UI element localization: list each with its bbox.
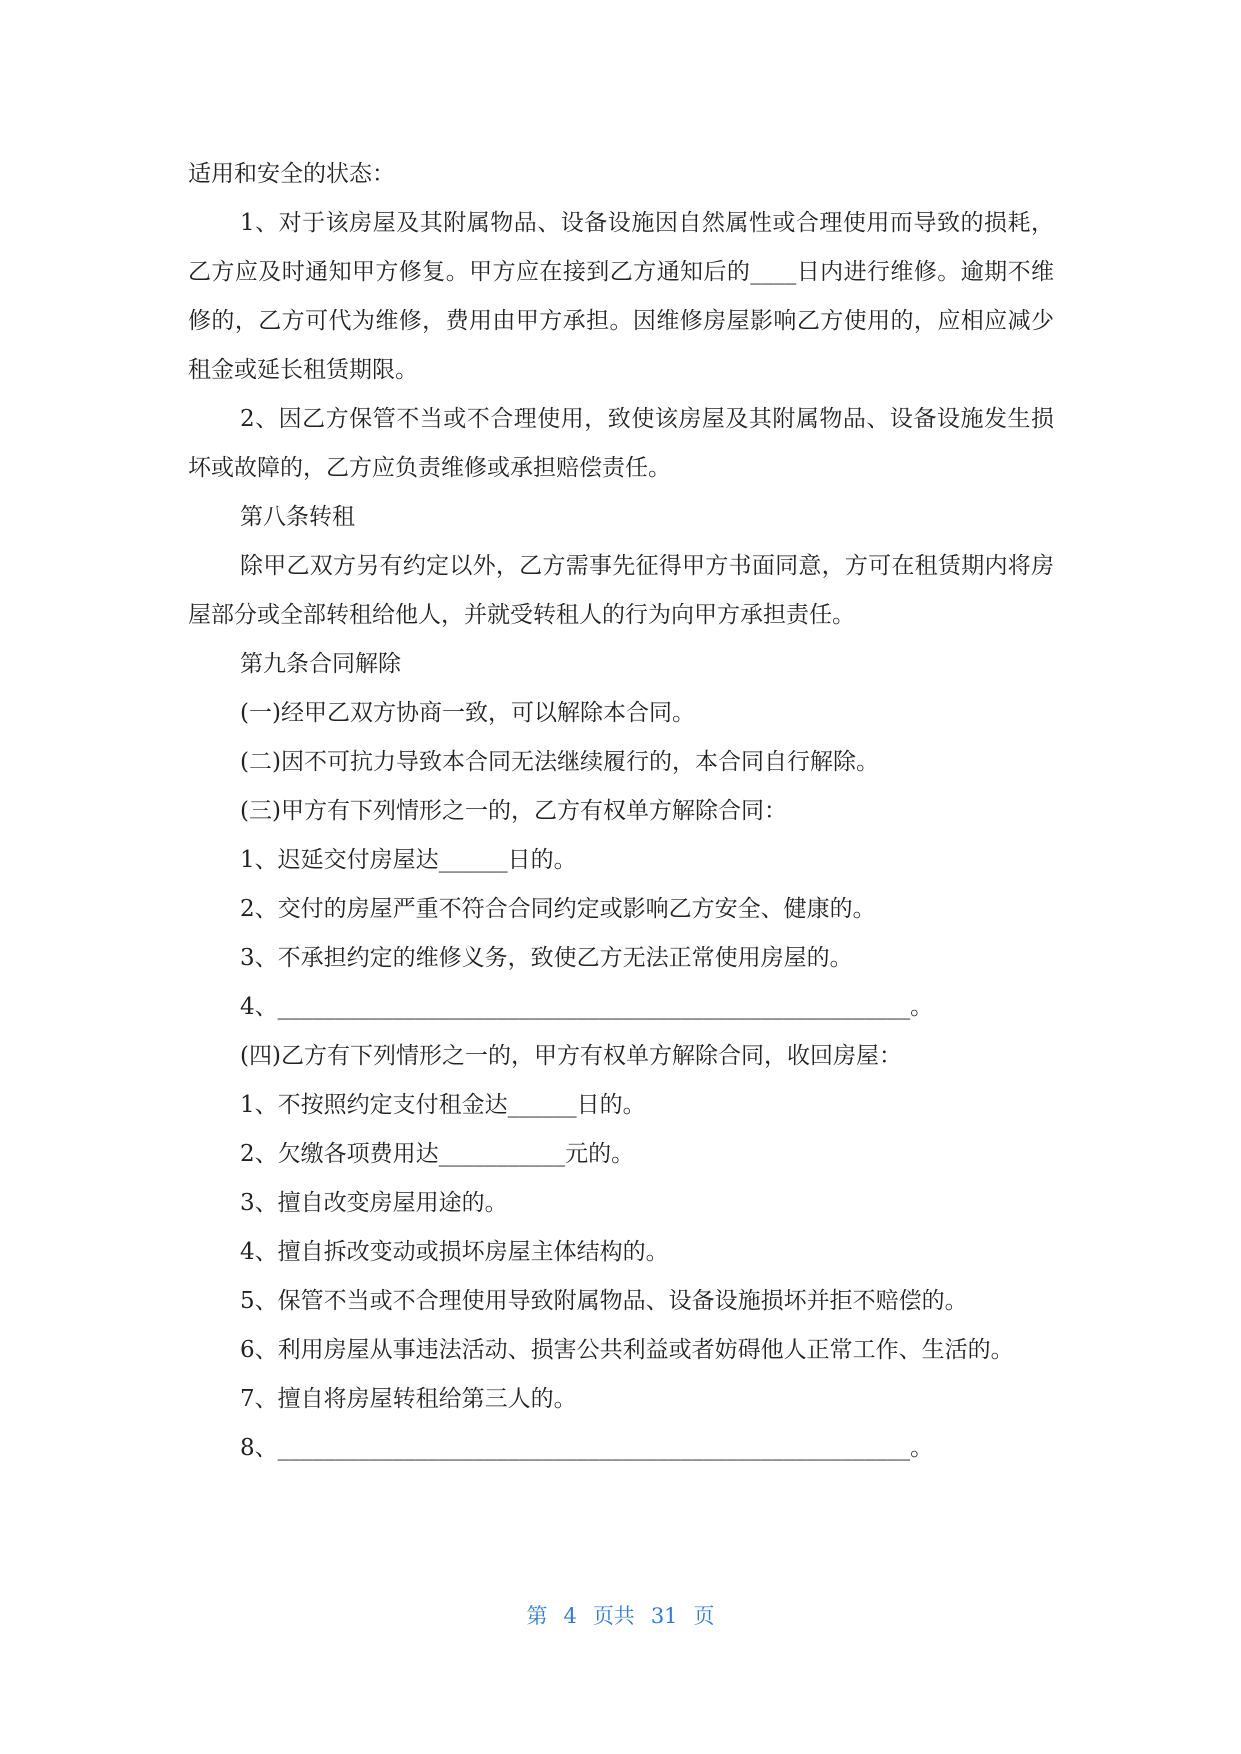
tenant-breach-item-4: 4、擅自拆改变动或损坏房屋主体结构的。: [240, 1239, 669, 1265]
paragraph-intro: 适用和安全的状态：: [188, 161, 395, 187]
landlord-breach-item-3: 3、不承担约定的维修义务，致使乙方无法正常使用房屋的。: [240, 945, 853, 971]
landlord-breach-item-4: 4、_______________________________________________________。: [240, 994, 934, 1020]
termination-item-2: (二)因不可抗力导致本合同无法继续履行的，本合同自行解除。: [240, 749, 879, 775]
paragraph-repair-clause-2: 2、因乙方保管不当或不合理使用，致使该房屋及其附属物品、设备设施发生损坏或故障的，乙方应负责维修或承担赔偿责任。: [188, 406, 1054, 481]
document-body: [188, 150, 1054, 1473]
paragraph-repair-clause-1: 1、对于该房屋及其附属物品、设备设施因自然属性或合理使用而导致的损耗，乙方应及时通知甲方修复。甲方应在接到乙方通知后的____日内进行维修。逾期不维修的，乙方可代为维修，费用由甲方承担。因维修房屋影响乙方使用的，应相应减少租金或延长租赁期限。: [188, 210, 1054, 383]
footer-middle: 页共: [592, 1604, 635, 1628]
section-heading-sublease: 第八条转租: [240, 504, 355, 530]
landlord-breach-item-1: 1、迟延交付房屋达______日的。: [240, 847, 577, 873]
page-footer: [0, 1600, 1241, 1630]
tenant-breach-item-8: 8、_______________________________________________________。: [240, 1435, 934, 1461]
termination-item-3: (三)甲方有下列情形之一的，乙方有权单方解除合同：: [240, 798, 787, 824]
tenant-breach-item-3: 3、擅自改变房屋用途的。: [240, 1190, 508, 1216]
tenant-breach-item-2: 2、欠缴各项费用达___________元的。: [240, 1141, 635, 1167]
footer-suffix: 页: [693, 1604, 715, 1628]
section-heading-termination: 第九条合同解除: [240, 651, 401, 677]
footer-current-page: 4: [563, 1604, 577, 1628]
tenant-breach-item-5: 5、保管不当或不合理使用导致附属物品、设备设施损坏并拒不赔偿的。: [240, 1288, 968, 1314]
tenant-breach-item-6: 6、利用房屋从事违法活动、损害公共利益或者妨碍他人正常工作、生活的。: [240, 1337, 1014, 1363]
footer-prefix: 第: [526, 1604, 548, 1628]
termination-item-4: (四)乙方有下列情形之一的，甲方有权单方解除合同，收回房屋：: [240, 1043, 902, 1069]
tenant-breach-item-7: 7、擅自将房屋转租给第三人的。: [240, 1386, 577, 1412]
paragraph-sublease: 除甲乙双方另有约定以外，乙方需事先征得甲方书面同意，方可在租赁期内将房屋部分或全部转租给他人，并就受转租人的行为向甲方承担责任。: [188, 553, 1054, 628]
footer-total-pages: 31: [650, 1604, 678, 1628]
landlord-breach-item-2: 2、交付的房屋严重不符合合同约定或影响乙方安全、健康的。: [240, 896, 876, 922]
tenant-breach-item-1: 1、不按照约定支付租金达______日的。: [240, 1092, 646, 1118]
termination-item-1: (一)经甲乙双方协商一致，可以解除本合同。: [240, 700, 695, 726]
